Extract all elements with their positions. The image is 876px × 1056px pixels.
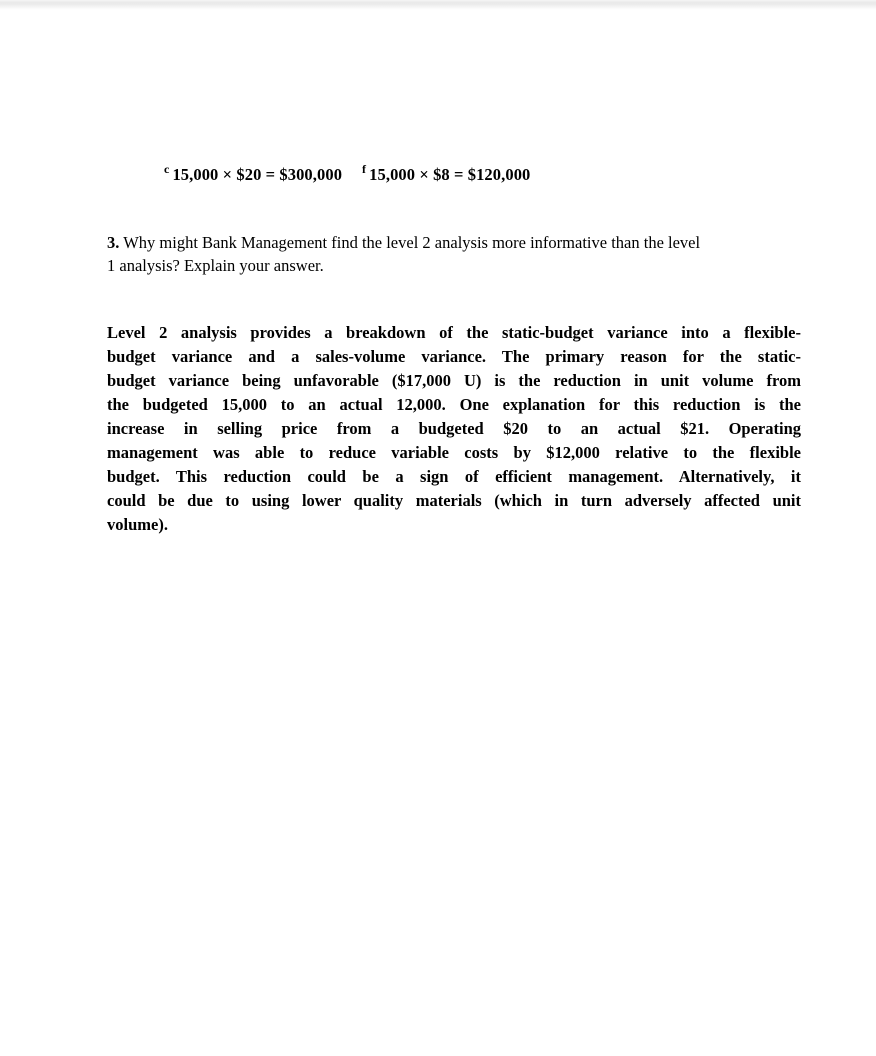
answer-line: management was able to reduce variable costs by $12,000 relative to the flexible — [107, 443, 801, 462]
equation-f: 15,000 × $8 = $120,000 — [369, 164, 531, 184]
answer-line: increase in selling price from a budgeted $20 to an actual $21. Operating — [107, 419, 801, 438]
answer-line: budget variance and a sales-volume variance. The primary reason for the static- — [107, 347, 801, 366]
answer-line: the budgeted 15,000 to an actual 12,000. One explanation for this reduction is the — [107, 395, 801, 414]
question-paragraph — [107, 231, 801, 277]
footnote-equations-line — [164, 162, 530, 185]
answer-line: volume). — [107, 515, 168, 534]
question-line-1 — [107, 231, 801, 254]
page-top-edge-strip — [0, 0, 876, 10]
footnote-marker-c: c — [164, 162, 170, 176]
question-number: 3. — [107, 233, 120, 252]
answer-paragraph — [107, 321, 801, 537]
answer-line: budget variance being unfavorable ($17,000 U) is the reduction in unit volume from — [107, 371, 801, 390]
footnote-marker-f: f — [362, 162, 367, 176]
answer-line: budget. This reduction could be a sign of efficient management. Alternatively, it — [107, 467, 801, 486]
question-line-2: 1 analysis? Explain your answer. — [107, 256, 324, 275]
answer-line: could be due to using lower quality materials (which in turn adversely affected unit — [107, 491, 801, 510]
equation-c: 15,000 × $20 = $300,000 — [172, 164, 343, 184]
answer-line: Level 2 analysis provides a breakdown of the static-budget variance into a flexible- — [107, 323, 801, 342]
question-line-1-text: Why might Bank Management find the level 2 analysis more informative than the level — [119, 233, 701, 252]
